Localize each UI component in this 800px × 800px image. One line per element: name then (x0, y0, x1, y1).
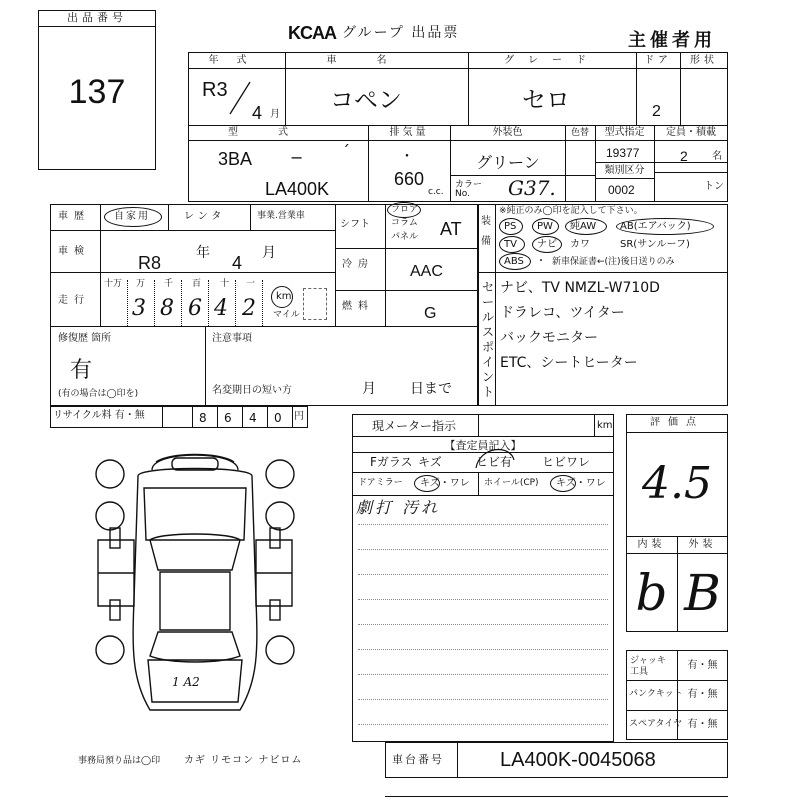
equip-ab: AB(エアバック) (620, 221, 691, 232)
glass-scratch: キズ (418, 455, 442, 469)
model-designation: 19377 (606, 146, 640, 160)
sales-point-1: ナビ、TV NMZL-W710D (500, 280, 660, 296)
mileage-digit-10k: 3 (132, 296, 146, 321)
inspector-remarks: 劇打 汚れ (356, 498, 441, 517)
equip-navi: ナビ (537, 239, 557, 250)
equip-ps-circle (499, 218, 523, 235)
score-value: 4.5 (642, 458, 712, 509)
model-prefix: 3BA (218, 149, 253, 169)
grade-label: グレード (504, 55, 600, 66)
office-items: カギ リモコン ナビロム (184, 755, 303, 766)
repair-label: 修復歴 箇所 (58, 333, 112, 344)
puncture-label: パンクキット (629, 689, 683, 699)
equip-tv: TV (504, 239, 517, 250)
fuel-value: G (424, 305, 437, 322)
equip-abs: ABS (504, 256, 524, 267)
sales-point-3: バックモニター (500, 330, 598, 346)
wheel-options: キズ・ワレ (556, 478, 606, 489)
capacity-unit: 名 (712, 151, 722, 162)
equip-warranty: 新車保証書←(注)後日送りのみ (552, 257, 675, 267)
glass-broken: ヒビワレ (542, 455, 591, 469)
inspection-era: R8 (138, 253, 162, 273)
class-label: 類別区分 (604, 165, 645, 176)
year-slash (225, 78, 255, 118)
exterior-score: B (684, 564, 721, 622)
chassis-label: 車台番号 (392, 753, 444, 766)
recycle-digit-3: 4 (249, 411, 257, 425)
year-era: R3 (202, 79, 228, 101)
form-title: グループ 出品票 (342, 25, 460, 41)
mileage-digit-1k: 8 (160, 296, 174, 321)
mirror-label: ドアミラー (358, 478, 403, 488)
door-label: ドア (644, 55, 672, 66)
history-label: 車歴 (58, 211, 90, 222)
inspector-entry-label: 【査定員記入】 (444, 439, 522, 452)
wheel-label: ホイール(CP) (484, 478, 539, 488)
mileage-label: 走行 (58, 295, 90, 306)
shift-label: シフト (340, 219, 370, 230)
score-label: 評価点 (650, 417, 704, 428)
notes-label: 注意事項 (212, 333, 252, 344)
equip-ps: PS (504, 221, 517, 232)
digit-label-100k: 十万 (104, 279, 123, 289)
mileage-digit-1: 2 (242, 296, 256, 321)
color-label: 外装色 (492, 127, 523, 138)
digit-label-10k: 万 (136, 279, 146, 289)
digit-label-100: 百 (192, 279, 202, 289)
recycle-digit-2: 6 (224, 411, 232, 425)
vehicle-grade: セロ (522, 86, 570, 114)
year-label: 年式 (208, 55, 265, 66)
equip-ab-circle (616, 218, 714, 235)
shift-option-column: コラム (391, 218, 418, 228)
unit-checkbox[interactable] (303, 288, 327, 320)
chassis-number: LA400K-0045068 (500, 749, 656, 771)
organizer-label: 主催者用 (628, 30, 716, 51)
puncture-option: 有・無 (687, 689, 718, 700)
inspection-label: 車検 (58, 246, 90, 257)
recycle-digit-1: 8 (199, 411, 207, 425)
short-term-day: 日まで (410, 381, 452, 397)
shift-floor-circle (387, 202, 421, 218)
shift-option-floor: フロア (391, 205, 419, 215)
kcaa-logo: KCAA (288, 23, 336, 43)
equip-pw: PW (537, 221, 553, 232)
color-code-label: カラーNo. (455, 180, 483, 199)
short-term-label: 名変期日の短い方 (212, 385, 292, 396)
vehicle-name: コペン (330, 86, 402, 114)
shift-value: AT (440, 219, 462, 239)
mirror-options: キズ・ワレ (420, 478, 470, 489)
model-designation-label: 型式指定 (604, 127, 645, 138)
recycle-digit-4: 0 (274, 411, 282, 425)
km-circle (271, 286, 293, 308)
model-mark: ˊ (342, 142, 350, 161)
model-code: LA400K (265, 179, 330, 199)
ac-label: 冷房 (342, 259, 374, 270)
meter-unit: km (597, 420, 613, 431)
name-label: 車名 (326, 55, 427, 66)
shift-option-panel: パネル (391, 232, 419, 242)
recycle-label: リサイクル料 有・無 (53, 410, 145, 421)
history-option-commercial[interactable]: 事業.営業車 (257, 211, 305, 221)
mirror-circle (414, 475, 440, 492)
inspection-month: 4 (232, 253, 243, 273)
inspection-year-unit: 年 (196, 245, 210, 261)
inspection-month-unit: 月 (262, 245, 276, 261)
equip-navi-circle (532, 236, 562, 253)
jack-option: 有・無 (687, 660, 718, 671)
spare-label: スペアタイヤ (629, 719, 683, 729)
repair-value: 有 (70, 358, 93, 383)
equip-sr: SR(サンルーフ) (620, 239, 690, 250)
capacity-label: 定員・積載 (666, 127, 716, 138)
model-label: 型式 (228, 127, 328, 138)
cc-unit: c.c. (428, 187, 444, 197)
spare-option: 有・無 (687, 719, 718, 730)
exterior-label: 外装 (688, 539, 717, 550)
glass-mark (470, 440, 520, 474)
wheel-circle (550, 475, 576, 492)
lot-number-label: 出品番号 (67, 11, 127, 24)
displacement-label: 排気量 (389, 127, 429, 138)
office-note: 事務局預り品は◯印 (78, 756, 161, 766)
mile-label: マイル (273, 310, 300, 320)
month-unit: 月 (270, 109, 280, 120)
exterior-color: グリーン (476, 153, 540, 172)
meter-label: 現メーター指示 (372, 419, 457, 433)
displacement-value: 660 (394, 169, 425, 189)
equip-aw-circle (565, 218, 607, 235)
equip-pw-circle (532, 218, 559, 235)
sales-points-label: セールスポイント (482, 280, 495, 399)
lot-number: 137 (68, 73, 126, 111)
door-count: 2 (652, 103, 661, 120)
shape-label: 形状 (690, 55, 718, 66)
fuel-label: 燃料 (342, 301, 374, 312)
color-code: G37. (508, 176, 556, 200)
jack-label: ジャッキ工具 (630, 656, 666, 677)
sales-point-4: ETC、シートヒーター (500, 355, 638, 371)
interior-score: b (635, 564, 668, 622)
history-selected-circle (104, 207, 162, 227)
short-term-month: 月 (362, 381, 376, 397)
km-label: km (276, 291, 292, 302)
history-option-rental[interactable]: レンタ (184, 211, 226, 222)
color-change-label: 色替 (570, 128, 589, 138)
recycle-unit: 円 (294, 411, 304, 422)
displacement-dot: ・ (400, 149, 414, 165)
glass-crack: ヒビ有 (476, 455, 513, 469)
history-option-private[interactable]: 自家用 (114, 211, 150, 222)
digit-label-10: 十 (220, 279, 230, 289)
sales-point-2: ドラレコ、ツイター (500, 305, 625, 321)
equipment-note: ※純正のみ◯印を記入して下さい。 (499, 206, 643, 216)
repair-note: (有の場合は◯印を) (58, 389, 139, 399)
ac-value: AAC (410, 263, 443, 280)
diagram-marking: 1 A2 (172, 675, 200, 689)
interior-label: 内装 (637, 539, 666, 550)
mileage-digit-10: 4 (214, 296, 228, 321)
year-month: 4 (252, 103, 263, 123)
equip-dot: ・ (536, 256, 546, 267)
digit-label-1k: 千 (164, 279, 174, 289)
digit-label-1: 一 (246, 279, 256, 289)
model-dash: − (290, 148, 304, 167)
capacity-value: 2 (680, 148, 688, 164)
mileage-digit-100: 6 (188, 296, 202, 321)
glass-label: Fガラス (370, 455, 413, 469)
equip-aw: 純AW (570, 221, 597, 232)
equip-leather: カワ (570, 239, 590, 250)
equip-abs-circle (499, 253, 531, 270)
equipment-label: 装備 (481, 216, 491, 247)
equip-tv-circle (499, 236, 525, 253)
load-unit: トン (704, 181, 724, 192)
class-code: 0002 (608, 183, 635, 197)
